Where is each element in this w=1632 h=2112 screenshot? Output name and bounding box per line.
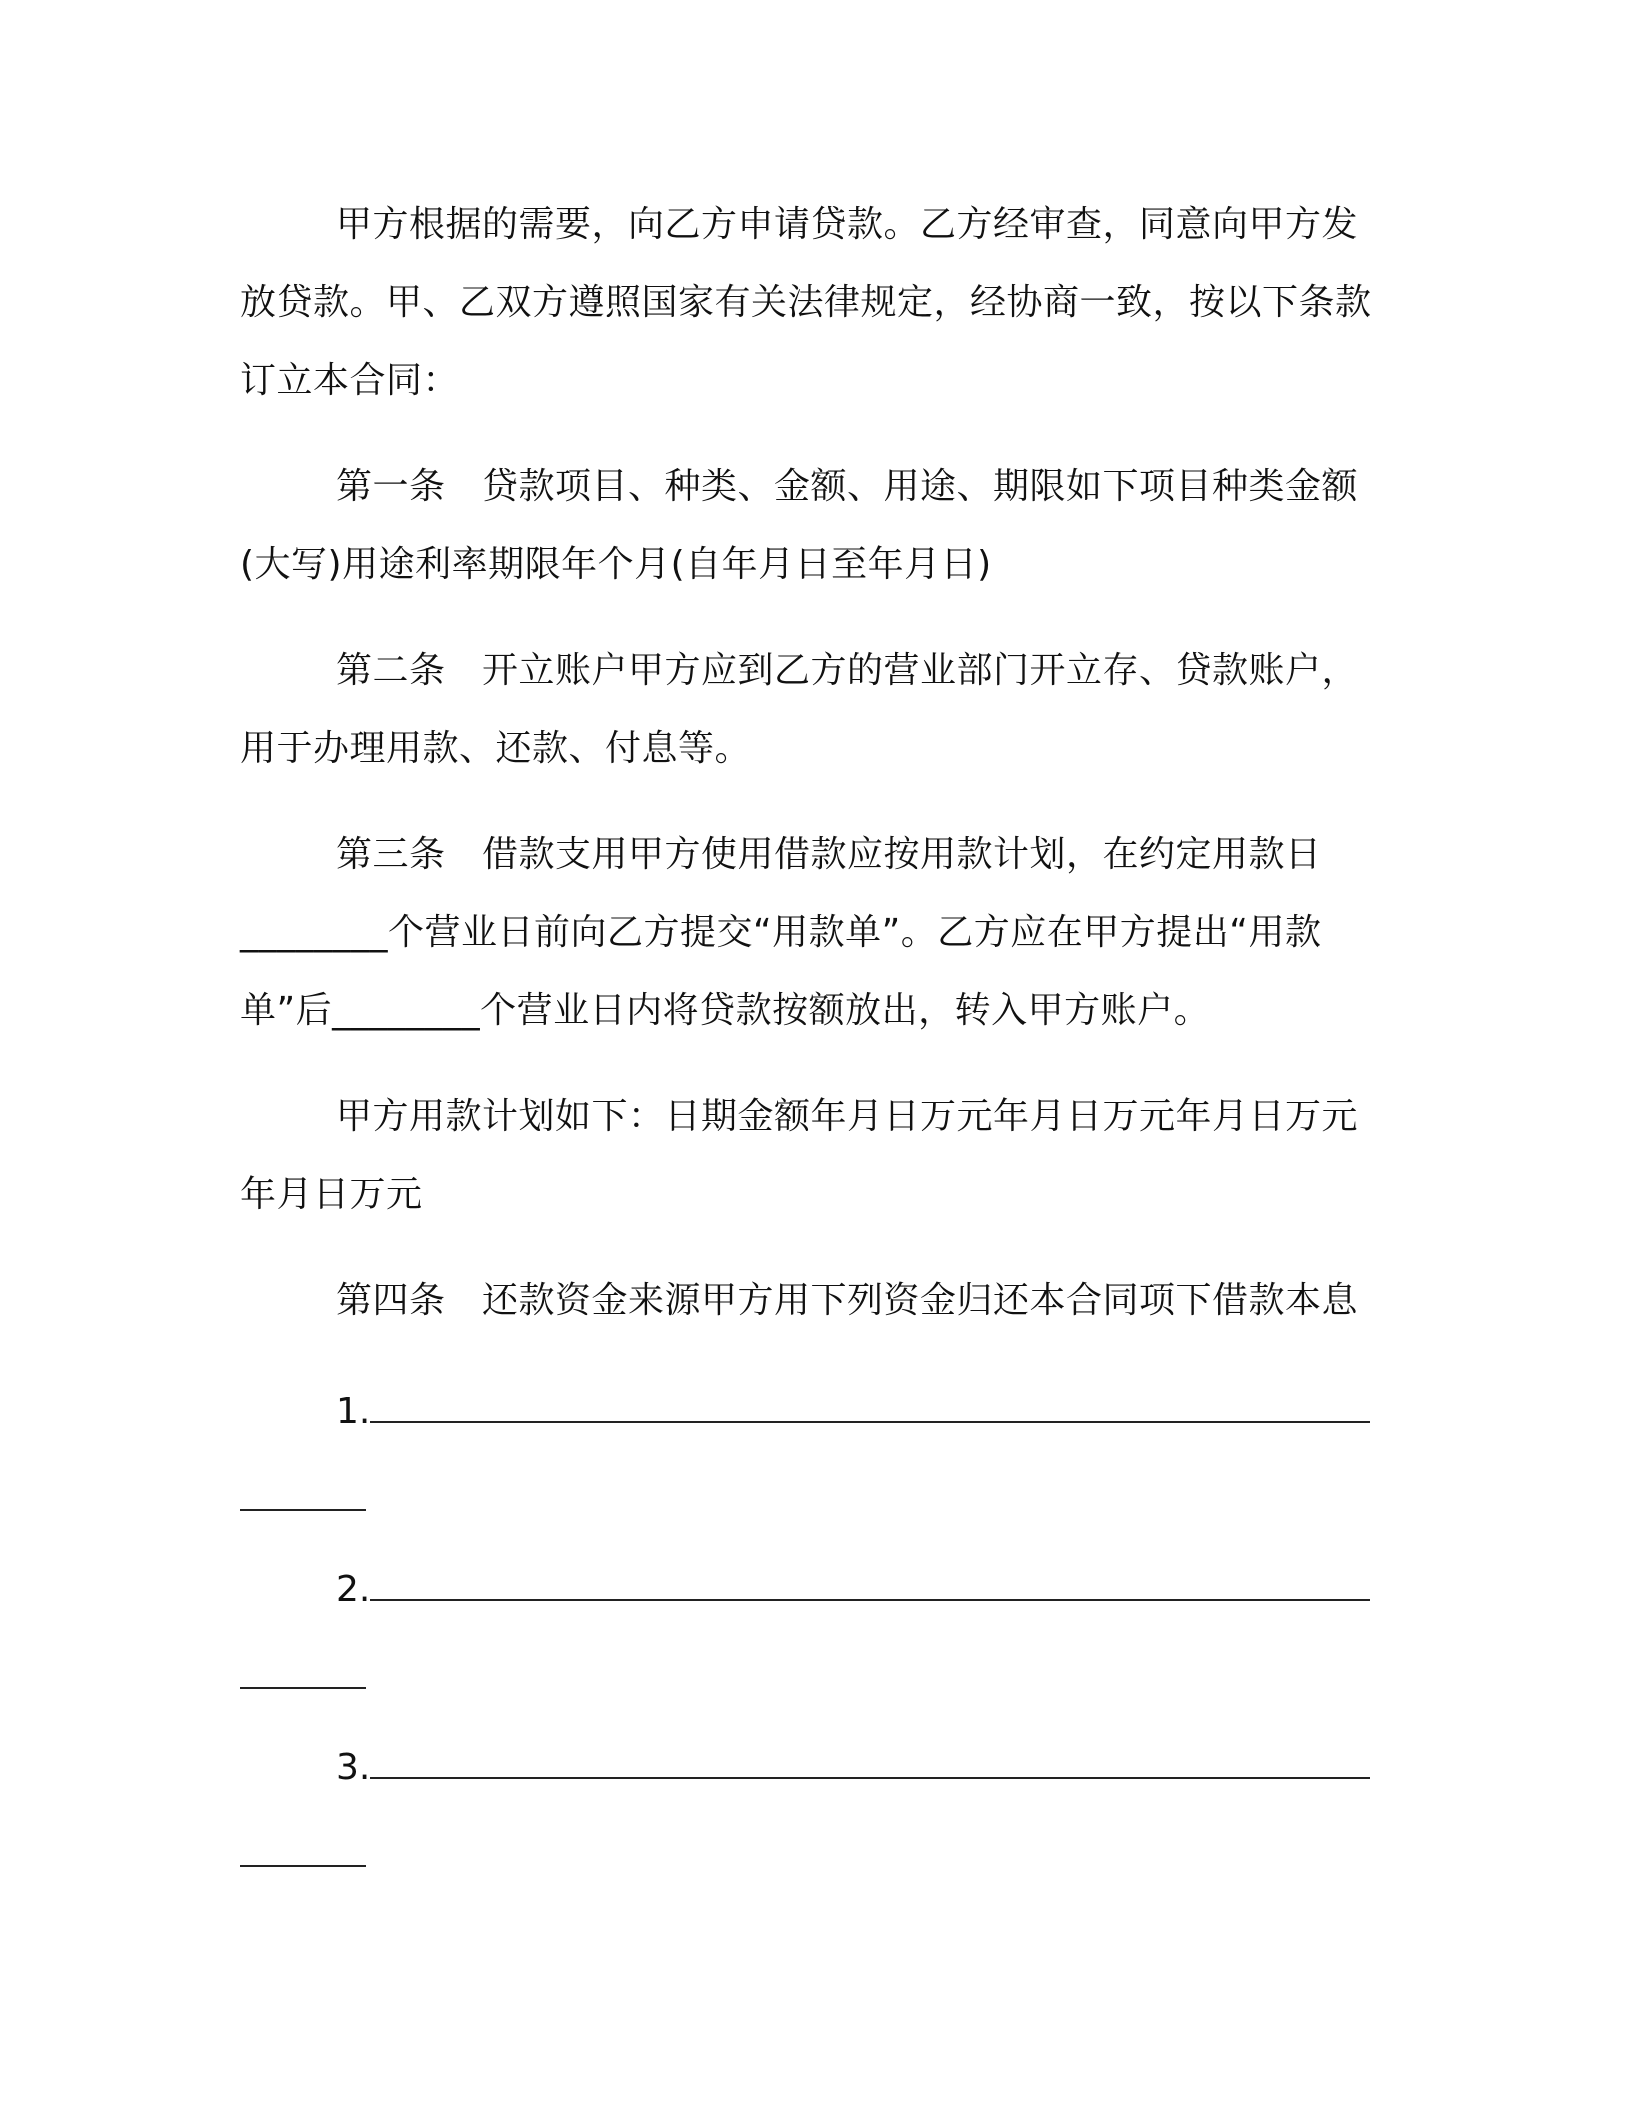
- document-body: [240, 186, 1376, 1902]
- fill-in-line-continuation: [240, 1861, 366, 1867]
- fill-in-line-continuation: [240, 1505, 366, 1511]
- fill-in-line: [370, 1417, 1370, 1423]
- article-4-paragraph: 第四条 还款资金来源甲方用下列资金归还本合同项下借款本息: [336, 1280, 1359, 1321]
- article-2-paragraph: 第二条 开立账户甲方应到乙方的营业部门开立存、贷款账户，用于办理用款、还款、付息等。: [240, 650, 1359, 769]
- blank-item-2: [240, 1546, 1376, 1722]
- blank-item-number: 1.: [336, 1391, 371, 1432]
- fill-in-line: [370, 1773, 1370, 1779]
- blank-item-number: 2.: [336, 1569, 371, 1610]
- usage-plan-paragraph: 甲方用款计划如下：日期金额年月日万元年月日万元年月日万元年月日万元: [240, 1096, 1359, 1215]
- blank-item-1: [240, 1368, 1376, 1544]
- blank-item-number: 3.: [336, 1747, 371, 1788]
- article-1-paragraph: 第一条 贷款项目、种类、金额、用途、期限如下项目种类金额(大写)用途利率期限年个月(自年月日至年月日): [240, 466, 1359, 585]
- fill-in-line: [370, 1595, 1370, 1601]
- blank-item-3: [240, 1724, 1376, 1900]
- article-3-paragraph: 第三条 借款支用甲方使用借款应按用款计划，在约定用款日________个营业日前向乙方提交“用款单”。乙方应在甲方提出“用款单”后________个营业日内将贷款按额放出，转入甲方账户。: [240, 834, 1322, 1031]
- fill-in-line-continuation: [240, 1683, 366, 1689]
- intro-paragraph: 甲方根据的需要，向乙方申请贷款。乙方经审查，同意向甲方发放贷款。甲、乙双方遵照国家有关法律规定，经协商一致，按以下条款订立本合同：: [240, 204, 1372, 401]
